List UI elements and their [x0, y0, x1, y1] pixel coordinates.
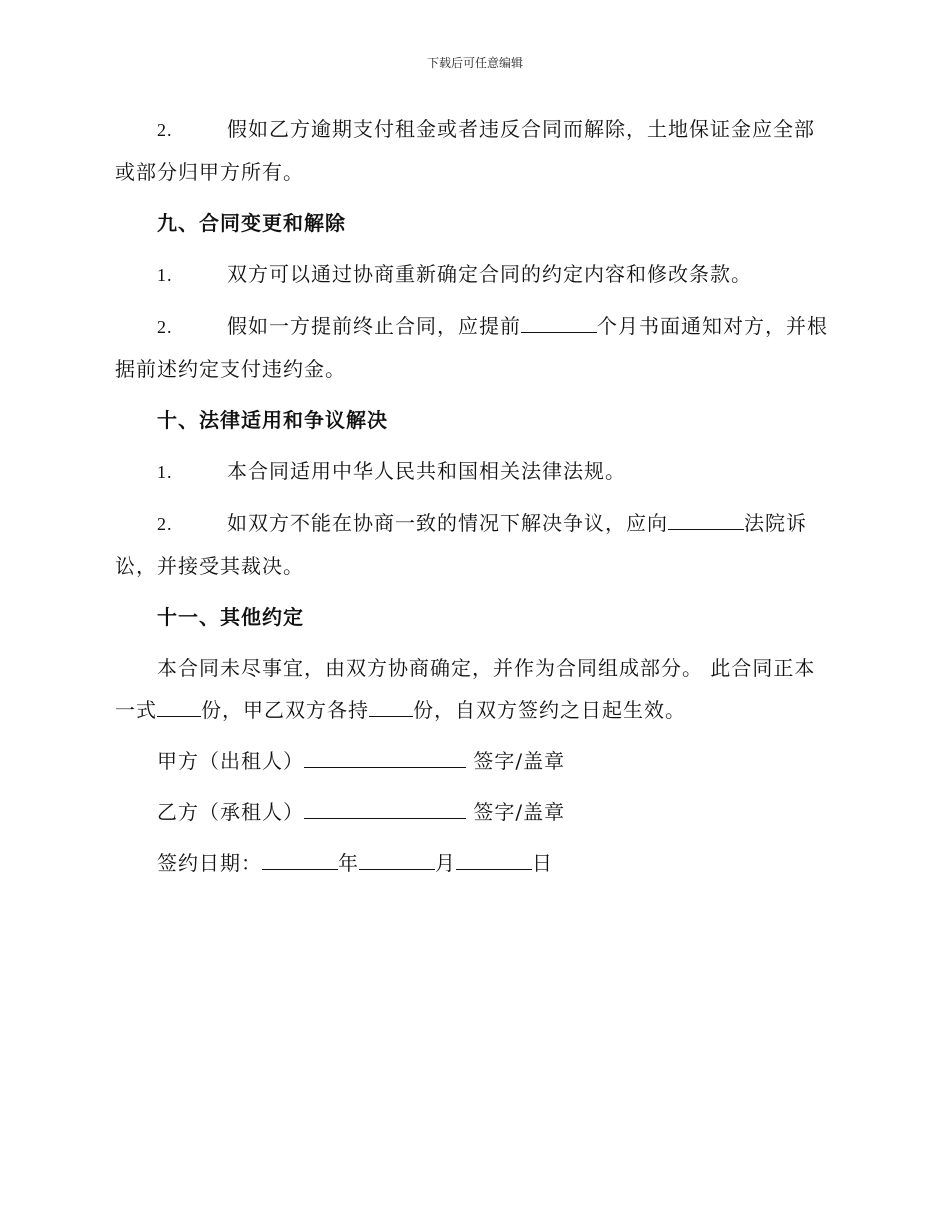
sign-suffix: 签字/盖章: [473, 800, 566, 824]
section-11-title: 十一、其他约定: [157, 605, 304, 629]
party-b-label: 乙方（承租人）: [157, 800, 304, 824]
copies-blank[interactable]: [157, 694, 201, 717]
month-blank[interactable]: [359, 847, 435, 870]
party-a-signature: [115, 740, 835, 782]
clause-text: 份，甲乙双方各持: [201, 698, 369, 722]
clause-text: 双方可以通过协商重新确定合同的约定内容和修改条款。: [227, 262, 752, 286]
clause-number: 2.: [157, 120, 173, 140]
court-blank[interactable]: [668, 507, 744, 530]
clause-number: 1.: [157, 265, 173, 285]
clause-number: 2.: [157, 514, 173, 534]
party-a-label: 甲方（出租人）: [157, 749, 304, 773]
clause-8-2: [115, 108, 835, 193]
party-a-sign-blank[interactable]: [304, 745, 466, 768]
clause-text: 个月书面通知对方，并根据前述约定支付违约金。: [115, 314, 828, 381]
year-blank[interactable]: [262, 847, 338, 870]
contract-body: [115, 108, 835, 893]
section-10-title: 十、法律适用和争议解决: [157, 408, 388, 432]
clause-10-1: [115, 450, 835, 493]
clause-text: 如双方不能在协商一致的情况下解决争议，应向: [227, 511, 668, 535]
sign-suffix: 签字/盖章: [473, 749, 566, 773]
date-label: 签约日期：: [157, 851, 262, 875]
clause-text: 份，自双方签约之日起生效。: [413, 698, 686, 722]
clause-9-2: [115, 305, 835, 390]
clause-text: 假如一方提前终止合同，应提前: [227, 314, 521, 338]
day-blank[interactable]: [456, 847, 532, 870]
signing-date: [115, 842, 835, 884]
month-label: 月: [435, 851, 456, 875]
clause-number: 2.: [157, 317, 173, 337]
page-header: 下载后可任意编辑: [426, 56, 523, 70]
clause-text: 法院诉讼，并接受其裁决。: [115, 511, 807, 578]
copies-each-blank[interactable]: [369, 694, 413, 717]
section-9-title: 九、合同变更和解除: [157, 211, 346, 235]
clause-11: [115, 647, 835, 731]
clause-text: 本合同适用中华人民共和国相关法律法规。: [227, 459, 626, 483]
clause-text: 假如乙方逾期支付租金或者违反合同而解除，土地保证金应全部或部分归甲方所有。: [115, 117, 815, 184]
notice-months-blank[interactable]: [521, 310, 597, 333]
clause-number: 1.: [157, 462, 173, 482]
party-b-signature: [115, 791, 835, 833]
clause-10-2: [115, 502, 835, 587]
clause-9-1: [115, 253, 835, 296]
clause-text: 本合同未尽事宜，由双方协商确定，并作为合同组成部分。 此合同正本一式: [115, 656, 816, 722]
year-label: 年: [338, 851, 359, 875]
day-label: 日: [532, 851, 553, 875]
party-b-sign-blank[interactable]: [304, 796, 466, 819]
